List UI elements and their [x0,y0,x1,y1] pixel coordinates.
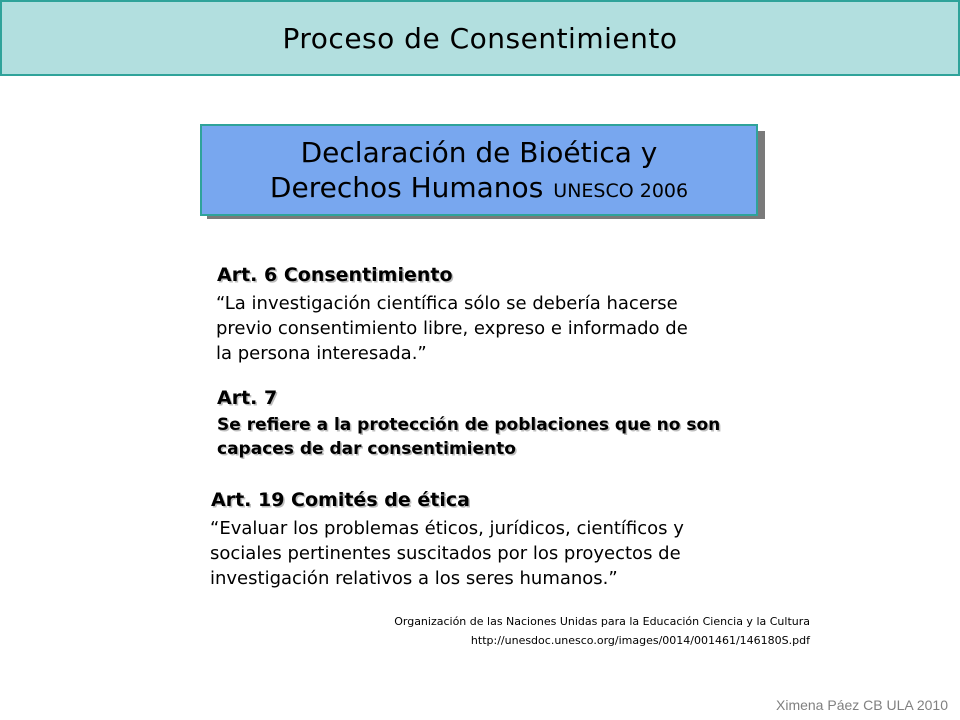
title-bar [0,0,960,76]
article-7-line: capaces de dar consentimiento [217,439,516,459]
article-6-line: previo consentimiento libre, expreso e informado de [216,318,688,339]
source-url: http://unesdoc.unesco.org/images/0014/001461/146180S.pdf [470,634,810,647]
source-citation [394,612,810,650]
declaration-org-year: UNESCO 2006 [553,180,689,202]
declaration-box [200,124,758,216]
article-19-line: “Evaluar los problemas éticos, jurídicos, científicos y [210,518,684,539]
source-organization: Organización de las Naciones Unidas para la Educación Ciencia y la Cultura [394,615,810,628]
declaration-title-line2 [202,170,756,209]
article-7-heading: Art. 7 [217,387,278,409]
article-6-line: la persona interesada.” [216,343,427,364]
author-credit: Ximena Páez CB ULA 2010 [776,697,948,713]
article-7-text [217,413,720,461]
article-19-line: investigación relativos a los seres humanos.” [210,568,618,589]
article-19-text [210,516,684,591]
declaration-title-line1: Declaración de Bioética y [300,136,658,169]
article-6-heading: Art. 6 Consentimiento [217,264,453,286]
article-7-line: Se refiere a la protección de poblaciones que no son [217,415,721,435]
article-19-heading: Art. 19 Comités de ética [211,489,470,511]
article-6-text [216,291,688,366]
article-6-line: “La investigación científica sólo se debería hacerse [216,293,678,314]
article-19-line: sociales pertinentes suscitados por los proyectos de [210,543,681,564]
page-title: Proceso de Consentimiento [282,21,678,55]
declaration-title-main: Derechos Humanos [269,171,544,204]
